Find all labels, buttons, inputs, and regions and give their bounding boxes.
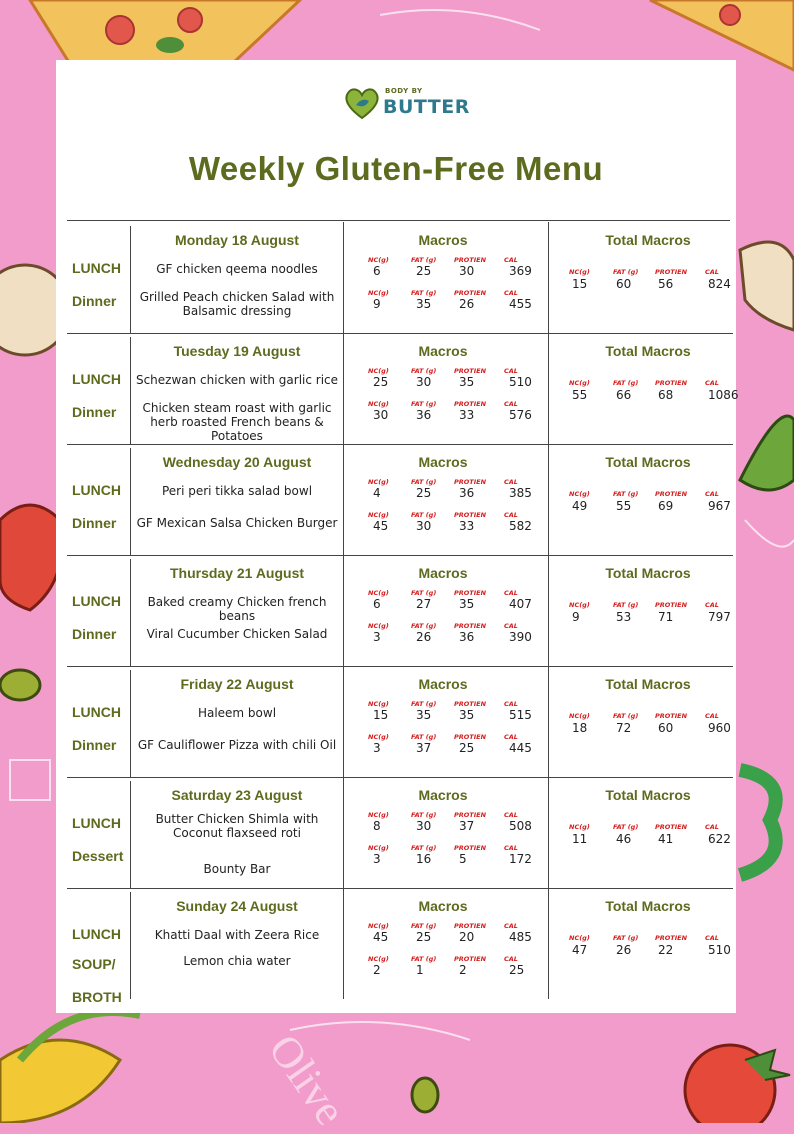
dish-name: GF Cauliflower Pizza with chili Oil — [137, 738, 337, 752]
total-macros-heading: Total Macros — [605, 676, 691, 692]
meal-type-label: Dinner — [72, 626, 117, 642]
macro-value-protein: 35 — [459, 375, 475, 389]
total-value-protein: 60 — [658, 721, 674, 735]
column-divider — [130, 226, 131, 333]
total-label-cal: CAL — [705, 934, 719, 942]
macros-heading: Macros — [418, 343, 468, 359]
macro-label-protein: PROTIEN — [454, 589, 487, 597]
total-label-nc: NC(g) — [569, 934, 590, 942]
meal-type-label: BROTH — [72, 989, 122, 1005]
macro-value-fat: 26 — [416, 630, 432, 644]
page-title: Weekly Gluten-Free Menu — [188, 150, 604, 187]
macro-value-fat: 30 — [416, 819, 432, 833]
macro-value-nc: 25 — [373, 375, 389, 389]
macro-label-cal: CAL — [504, 256, 518, 264]
macro-value-protein: 35 — [459, 708, 475, 722]
total-label-fat: FAT (g) — [613, 712, 639, 720]
macro-value-cal: 515 — [509, 708, 532, 722]
total-value-protein: 56 — [658, 277, 674, 291]
day-heading: Wednesday 20 August — [162, 454, 312, 470]
macro-label-cal: CAL — [504, 289, 518, 297]
dish-name: GF chicken qeema noodles — [156, 262, 318, 276]
dish-name: Haleem bowl — [197, 706, 277, 720]
total-label-fat: FAT (g) — [613, 379, 639, 387]
total-label-nc: NC(g) — [569, 379, 590, 387]
total-macros-heading: Total Macros — [605, 454, 691, 470]
macro-value-protein: 36 — [459, 486, 475, 500]
macro-label-protein: PROTIEN — [454, 955, 487, 963]
macro-label-protein: PROTIEN — [454, 367, 487, 375]
macro-label-fat: FAT (g) — [411, 922, 437, 930]
macro-value-fat: 25 — [416, 930, 432, 944]
macros-heading: Macros — [418, 676, 468, 692]
macro-value-cal: 455 — [509, 297, 532, 311]
meal-type-label: LUNCH — [72, 704, 121, 720]
total-value-nc: 55 — [572, 388, 588, 402]
macro-label-nc: NC(g) — [368, 511, 389, 519]
macro-label-nc: NC(g) — [368, 700, 389, 708]
macro-value-protein: 20 — [459, 930, 475, 944]
dish-name: Lemon chia water — [183, 954, 291, 968]
total-value-protein: 41 — [658, 832, 674, 846]
macro-value-cal: 582 — [509, 519, 532, 533]
macros-heading: Macros — [418, 898, 468, 914]
macro-value-nc: 3 — [373, 852, 381, 866]
total-value-cal: 824 — [708, 277, 731, 291]
total-value-nc: 11 — [572, 832, 588, 846]
total-label-protein: PROTIEN — [655, 712, 688, 720]
meal-type-label: LUNCH — [72, 815, 121, 831]
dish-name: Peri peri tikka salad bowl — [161, 484, 313, 498]
macro-value-nc: 3 — [373, 741, 381, 755]
column-divider — [130, 892, 131, 999]
macro-value-nc: 8 — [373, 819, 381, 833]
macro-value-nc: 2 — [373, 963, 381, 977]
macros-heading: Macros — [418, 787, 468, 803]
macro-value-nc: 45 — [373, 519, 389, 533]
dish-name: Chicken steam roast with garlic herb roasted French beans & Potatoes — [142, 401, 332, 443]
total-value-fat: 66 — [616, 388, 632, 402]
row-divider — [67, 666, 733, 667]
macro-label-nc: NC(g) — [368, 733, 389, 741]
meal-type-label: Dessert — [72, 848, 124, 864]
row-divider — [67, 777, 733, 778]
macro-value-cal: 508 — [509, 819, 532, 833]
macro-value-nc: 3 — [373, 630, 381, 644]
meal-type-label: LUNCH — [72, 260, 121, 276]
macro-value-protein: 25 — [459, 741, 475, 755]
day-heading: Tuesday 19 August — [173, 343, 301, 359]
macro-value-fat: 35 — [416, 708, 432, 722]
macro-value-protein: 26 — [459, 297, 475, 311]
total-label-nc: NC(g) — [569, 823, 590, 831]
macro-label-nc: NC(g) — [368, 289, 389, 297]
macro-label-fat: FAT (g) — [411, 256, 437, 264]
dish-name: Baked creamy Chicken french beans — [147, 595, 327, 623]
macro-label-nc: NC(g) — [368, 844, 389, 852]
total-value-cal: 797 — [708, 610, 731, 624]
dish-name: Viral Cucumber Chicken Salad — [146, 627, 328, 641]
total-value-fat: 60 — [616, 277, 632, 291]
dish-name: Schezwan chicken with garlic rice — [135, 373, 339, 387]
macro-label-fat: FAT (g) — [411, 289, 437, 297]
macro-label-protein: PROTIEN — [454, 922, 487, 930]
macro-value-protein: 33 — [459, 519, 475, 533]
row-divider — [67, 333, 733, 334]
macro-label-nc: NC(g) — [368, 811, 389, 819]
total-value-fat: 55 — [616, 499, 632, 513]
macro-label-cal: CAL — [504, 478, 518, 486]
macro-label-protein: PROTIEN — [454, 700, 487, 708]
macro-label-fat: FAT (g) — [411, 622, 437, 630]
macro-value-protein: 35 — [459, 597, 475, 611]
meal-type-label: LUNCH — [72, 926, 121, 942]
total-value-nc: 49 — [572, 499, 588, 513]
brand-logo — [343, 85, 470, 125]
macro-value-fat: 30 — [416, 519, 432, 533]
macro-value-fat: 37 — [416, 741, 432, 755]
macro-label-nc: NC(g) — [368, 622, 389, 630]
dish-name: Butter Chicken Shimla with Coconut flaxseed roti — [155, 812, 319, 840]
total-label-nc: NC(g) — [569, 712, 590, 720]
meal-type-label: LUNCH — [72, 482, 121, 498]
column-divider — [130, 559, 131, 666]
total-value-fat: 53 — [616, 610, 632, 624]
macro-label-protein: PROTIEN — [454, 400, 487, 408]
macro-value-nc: 6 — [373, 264, 381, 278]
macros-heading: Macros — [418, 232, 468, 248]
macro-label-protein: PROTIEN — [454, 256, 487, 264]
macro-label-nc: NC(g) — [368, 367, 389, 375]
macro-label-nc: NC(g) — [368, 589, 389, 597]
macro-label-cal: CAL — [504, 400, 518, 408]
total-label-fat: FAT (g) — [613, 601, 639, 609]
total-label-protein: PROTIEN — [655, 823, 688, 831]
macro-label-nc: NC(g) — [368, 400, 389, 408]
macro-value-nc: 45 — [373, 930, 389, 944]
brand-big: BUTTER — [383, 96, 470, 118]
dish-name: Grilled Peach chicken Salad with Balsamic dressing — [139, 290, 335, 318]
total-macros-heading: Total Macros — [605, 232, 691, 248]
macro-label-protein: PROTIEN — [454, 511, 487, 519]
day-heading: Thursday 21 August — [169, 565, 305, 581]
macro-label-cal: CAL — [504, 511, 518, 519]
macro-label-protein: PROTIEN — [454, 478, 487, 486]
macro-label-fat: FAT (g) — [411, 400, 437, 408]
day-heading: Friday 22 August — [180, 676, 294, 692]
background-word-olive: Olive — [259, 1025, 356, 1134]
total-label-nc: NC(g) — [569, 490, 590, 498]
macro-value-cal: 390 — [509, 630, 532, 644]
macro-value-fat: 25 — [416, 486, 432, 500]
total-value-fat: 26 — [616, 943, 632, 957]
total-value-cal: 1086 — [708, 388, 739, 402]
meal-type-label: Dinner — [72, 515, 117, 531]
macro-label-fat: FAT (g) — [411, 733, 437, 741]
macro-value-nc: 4 — [373, 486, 381, 500]
macro-label-fat: FAT (g) — [411, 955, 437, 963]
total-label-cal: CAL — [705, 268, 719, 276]
meal-type-label: Dinner — [72, 293, 117, 309]
total-label-protein: PROTIEN — [655, 268, 688, 276]
macro-label-cal: CAL — [504, 700, 518, 708]
macro-label-cal: CAL — [504, 922, 518, 930]
total-label-nc: NC(g) — [569, 601, 590, 609]
macro-value-protein: 30 — [459, 264, 475, 278]
total-label-cal: CAL — [705, 601, 719, 609]
macros-heading: Macros — [418, 565, 468, 581]
macro-value-fat: 16 — [416, 852, 432, 866]
macro-value-cal: 172 — [509, 852, 532, 866]
macro-value-fat: 36 — [416, 408, 432, 422]
macro-value-cal: 25 — [509, 963, 525, 977]
meal-type-label: SOUP/ — [72, 956, 116, 972]
total-label-fat: FAT (g) — [613, 268, 639, 276]
total-value-nc: 18 — [572, 721, 588, 735]
macro-value-protein: 2 — [459, 963, 467, 977]
macro-value-nc: 15 — [373, 708, 389, 722]
total-value-nc: 9 — [572, 610, 580, 624]
macro-value-protein: 5 — [459, 852, 467, 866]
macro-value-protein: 36 — [459, 630, 475, 644]
macro-label-nc: NC(g) — [368, 955, 389, 963]
macro-label-nc: NC(g) — [368, 256, 389, 264]
macro-value-nc: 30 — [373, 408, 389, 422]
total-value-cal: 510 — [708, 943, 731, 957]
table-top-rule — [67, 220, 730, 221]
macro-label-cal: CAL — [504, 733, 518, 741]
macro-value-protein: 37 — [459, 819, 475, 833]
macro-value-cal: 445 — [509, 741, 532, 755]
macro-value-nc: 9 — [373, 297, 381, 311]
row-divider — [67, 555, 733, 556]
macro-label-cal: CAL — [504, 367, 518, 375]
total-value-fat: 46 — [616, 832, 632, 846]
total-label-cal: CAL — [705, 490, 719, 498]
total-label-fat: FAT (g) — [613, 934, 639, 942]
day-heading: Monday 18 August — [175, 232, 299, 248]
heart-leaf-icon — [343, 85, 381, 121]
total-label-protein: PROTIEN — [655, 934, 688, 942]
macro-value-fat: 30 — [416, 375, 432, 389]
total-value-cal: 622 — [708, 832, 731, 846]
macro-label-protein: PROTIEN — [454, 622, 487, 630]
macro-value-cal: 385 — [509, 486, 532, 500]
total-label-fat: FAT (g) — [613, 823, 639, 831]
macro-label-fat: FAT (g) — [411, 700, 437, 708]
macro-label-protein: PROTIEN — [454, 289, 487, 297]
column-divider — [130, 781, 131, 888]
total-value-nc: 47 — [572, 943, 588, 957]
meal-type-label: Dinner — [72, 737, 117, 753]
macro-label-fat: FAT (g) — [411, 511, 437, 519]
total-label-nc: NC(g) — [569, 268, 590, 276]
macro-label-protein: PROTIEN — [454, 844, 487, 852]
macro-label-nc: NC(g) — [368, 478, 389, 486]
macro-value-cal: 510 — [509, 375, 532, 389]
macro-label-fat: FAT (g) — [411, 478, 437, 486]
dish-name: Khatti Daal with Zeera Rice — [154, 928, 320, 942]
total-label-protein: PROTIEN — [655, 490, 688, 498]
macro-value-fat: 27 — [416, 597, 432, 611]
total-macros-heading: Total Macros — [605, 787, 691, 803]
macro-label-fat: FAT (g) — [411, 844, 437, 852]
total-value-cal: 967 — [708, 499, 731, 513]
column-divider — [130, 448, 131, 555]
dish-name: Bounty Bar — [203, 862, 271, 876]
total-label-fat: FAT (g) — [613, 490, 639, 498]
dish-name: GF Mexican Salsa Chicken Burger — [136, 516, 338, 530]
row-divider — [67, 444, 733, 445]
total-value-nc: 15 — [572, 277, 588, 291]
column-divider — [130, 337, 131, 444]
total-macros-heading: Total Macros — [605, 343, 691, 359]
brand-small: BODY BY — [385, 87, 423, 95]
total-label-cal: CAL — [705, 823, 719, 831]
total-label-cal: CAL — [705, 712, 719, 720]
total-label-cal: CAL — [705, 379, 719, 387]
total-value-protein: 71 — [658, 610, 674, 624]
macro-label-cal: CAL — [504, 589, 518, 597]
macro-label-protein: PROTIEN — [454, 811, 487, 819]
macro-value-fat: 1 — [416, 963, 424, 977]
total-macros-heading: Total Macros — [605, 898, 691, 914]
macro-value-cal: 576 — [509, 408, 532, 422]
total-value-protein: 69 — [658, 499, 674, 513]
total-label-protein: PROTIEN — [655, 379, 688, 387]
macro-value-protein: 33 — [459, 408, 475, 422]
macro-label-nc: NC(g) — [368, 922, 389, 930]
macro-label-fat: FAT (g) — [411, 589, 437, 597]
total-value-protein: 68 — [658, 388, 674, 402]
row-divider — [67, 888, 733, 889]
total-label-protein: PROTIEN — [655, 601, 688, 609]
day-heading: Sunday 24 August — [176, 898, 298, 914]
macro-value-fat: 35 — [416, 297, 432, 311]
meal-type-label: LUNCH — [72, 371, 121, 387]
macro-label-cal: CAL — [504, 955, 518, 963]
macro-label-cal: CAL — [504, 811, 518, 819]
total-value-cal: 960 — [708, 721, 731, 735]
meal-type-label: LUNCH — [72, 593, 121, 609]
macro-label-protein: PROTIEN — [454, 733, 487, 741]
macro-value-cal: 485 — [509, 930, 532, 944]
macro-label-fat: FAT (g) — [411, 811, 437, 819]
macro-value-nc: 6 — [373, 597, 381, 611]
macro-label-fat: FAT (g) — [411, 367, 437, 375]
column-divider — [130, 670, 131, 777]
total-macros-heading: Total Macros — [605, 565, 691, 581]
total-value-protein: 22 — [658, 943, 674, 957]
day-heading: Saturday 23 August — [171, 787, 303, 803]
total-value-fat: 72 — [616, 721, 632, 735]
macros-heading: Macros — [418, 454, 468, 470]
meal-type-label: Dinner — [72, 404, 117, 420]
macro-value-cal: 407 — [509, 597, 532, 611]
macro-value-fat: 25 — [416, 264, 432, 278]
macro-label-cal: CAL — [504, 844, 518, 852]
macro-value-cal: 369 — [509, 264, 532, 278]
macro-label-cal: CAL — [504, 622, 518, 630]
